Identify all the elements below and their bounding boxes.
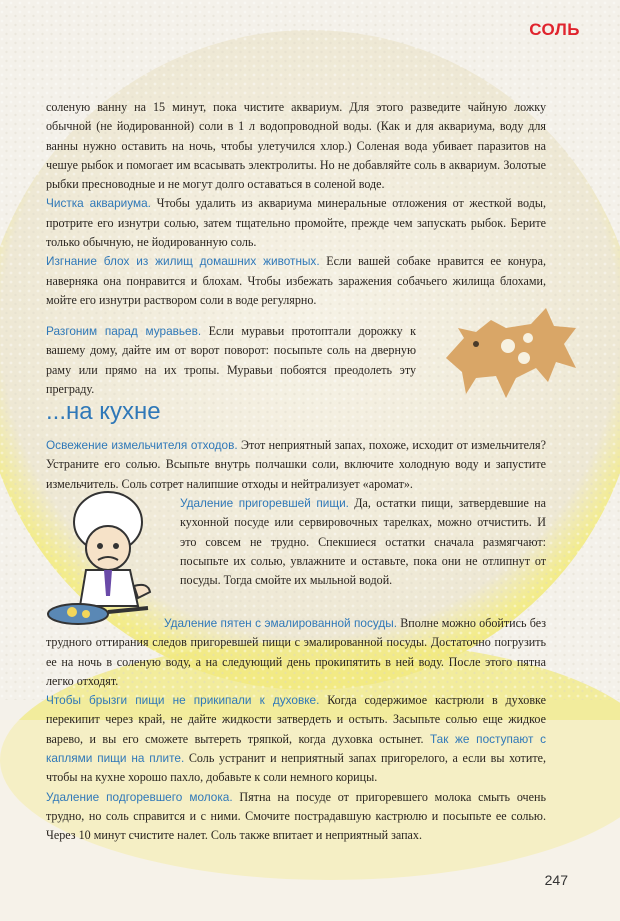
ants-text bbox=[46, 322, 416, 399]
paragraph-heading: Так же поступают с каплями пищи на плите. bbox=[46, 731, 546, 766]
paragraph bbox=[180, 494, 546, 590]
paragraph-heading: Освежение измельчителя отходов. bbox=[46, 438, 238, 452]
paragraph bbox=[46, 691, 546, 787]
section-header: СОЛЬ bbox=[529, 20, 580, 39]
paragraph-text: Если муравьи протоптали дорожку к вашему дому, дайте им от ворот поворот: посыпьте соль на дверную раму или прямо на их тропы. Муравьи побоятся преодолеть эту преграду. bbox=[46, 324, 416, 396]
paragraph-text: Соль устранит и неприятный запах пригорелого, а если вы хотите, чтобы на кухне хорошо пахло, добавьте к соли немного корицы. bbox=[46, 751, 546, 785]
paragraph-heading: Изгнание блох из жилищ домашних животных. bbox=[46, 254, 320, 269]
paragraph-heading: Чтобы брызги пищи не прикипали к духовке. bbox=[46, 693, 320, 708]
paragraph bbox=[46, 322, 416, 399]
paragraph-text: Да, остатки пищи, затвердевшие на кухонной посуде или сервировочных тарелках, можно отчистить. И это совсем не трудно. Спекшиеся остатки сначала размягчают: посыпьте их солью, увлажните и оставьте, пока они не отлипнут от посуды. Тогда смойте их мыльной водой. bbox=[180, 496, 546, 588]
kitchen-text-2 bbox=[180, 494, 546, 590]
paragraph-text: Чтобы удалить из аквариума минеральные отложения от жесткой воды, протрите его изнутри солью, затем тщательно промойте, прежде чем запускать рыбок. Берите только обычную, не йодированную соль. bbox=[46, 196, 546, 250]
dog-icon bbox=[436, 298, 586, 408]
kitchen-text-3 bbox=[46, 614, 546, 846]
paragraph bbox=[46, 614, 546, 691]
paragraph-text: соленую ванну на 15 минут, пока чистите аквариум. Для этого разведите чайную ложку обычной (не йодированной) соли в 1 л водопроводной воды. (Как и для аквариума, воду для ванны нужно оставить на ночь, чтобы улетучился хлор.) Соленая вода убивает паразитов на чешуе рыбок и помогает им всасывать электролиты. Но не добавляйте соль в аквариум. Золотые рыбки пресноводные и не могут долго оставаться в соленой воде. bbox=[46, 100, 546, 192]
section-title: ...на кухне bbox=[46, 398, 161, 425]
paragraph-heading: Удаление пятен с эмалированной посуды. bbox=[164, 616, 398, 630]
paragraph-heading: Удаление пригоревшей пищи. bbox=[180, 496, 349, 510]
paragraph bbox=[46, 788, 546, 846]
paragraph-text: Пятна на посуде от пригоревшего молока смыть очень трудно, но соль справится и с ними. Смочите пострадавшую кастрюлю и посыпьте ее солью. Через 10 минут счистите налет. Соль также впитает и неприятный запах. bbox=[46, 789, 546, 843]
page-number: 247 bbox=[544, 872, 568, 888]
paragraph bbox=[46, 98, 546, 194]
paragraph bbox=[46, 194, 546, 252]
top-text bbox=[46, 98, 546, 310]
paragraph-heading: Разгоним парад муравьев. bbox=[46, 324, 202, 338]
paragraph-heading: Удаление подгоревшего молока. bbox=[46, 789, 233, 804]
paragraph-heading: Чистка аквариума. bbox=[46, 196, 151, 211]
paragraph-text: Этот неприятный запах, похоже, исходит от измельчителя? Устраните его солью. Всыпьте внутрь полчашки соли, включите холодную воду и запустите измельчитель. Соль сотрет налипшие отходы и нейтрализует «аромат». bbox=[46, 438, 546, 491]
paragraph-text: Когда содержимое кастрюли в духовке перекипит через край, не дайте жидкости затвердеть и остыть. Засыпьте солью еще жидкое варево, и вы его сможете вытереть тряпкой, когда духовка остынет. bbox=[46, 693, 546, 746]
paragraph-text: Вполне можно обойтись без трудного оттирания следов пригоревшей пищи с эмалированной посуды. Достаточно погрузить ее на ночь в соленую воду, а на следующий день прокипятить в ней воду. После этого пятна легко отходят. bbox=[46, 616, 546, 688]
paragraph-text: Если вашей собаке нравится ее конура, наверняка она понравится и блохам. Чтобы избежать заражения собачьего жилища блохами, мойте его изнутри раствором соли в воде регулярно. bbox=[46, 254, 546, 307]
